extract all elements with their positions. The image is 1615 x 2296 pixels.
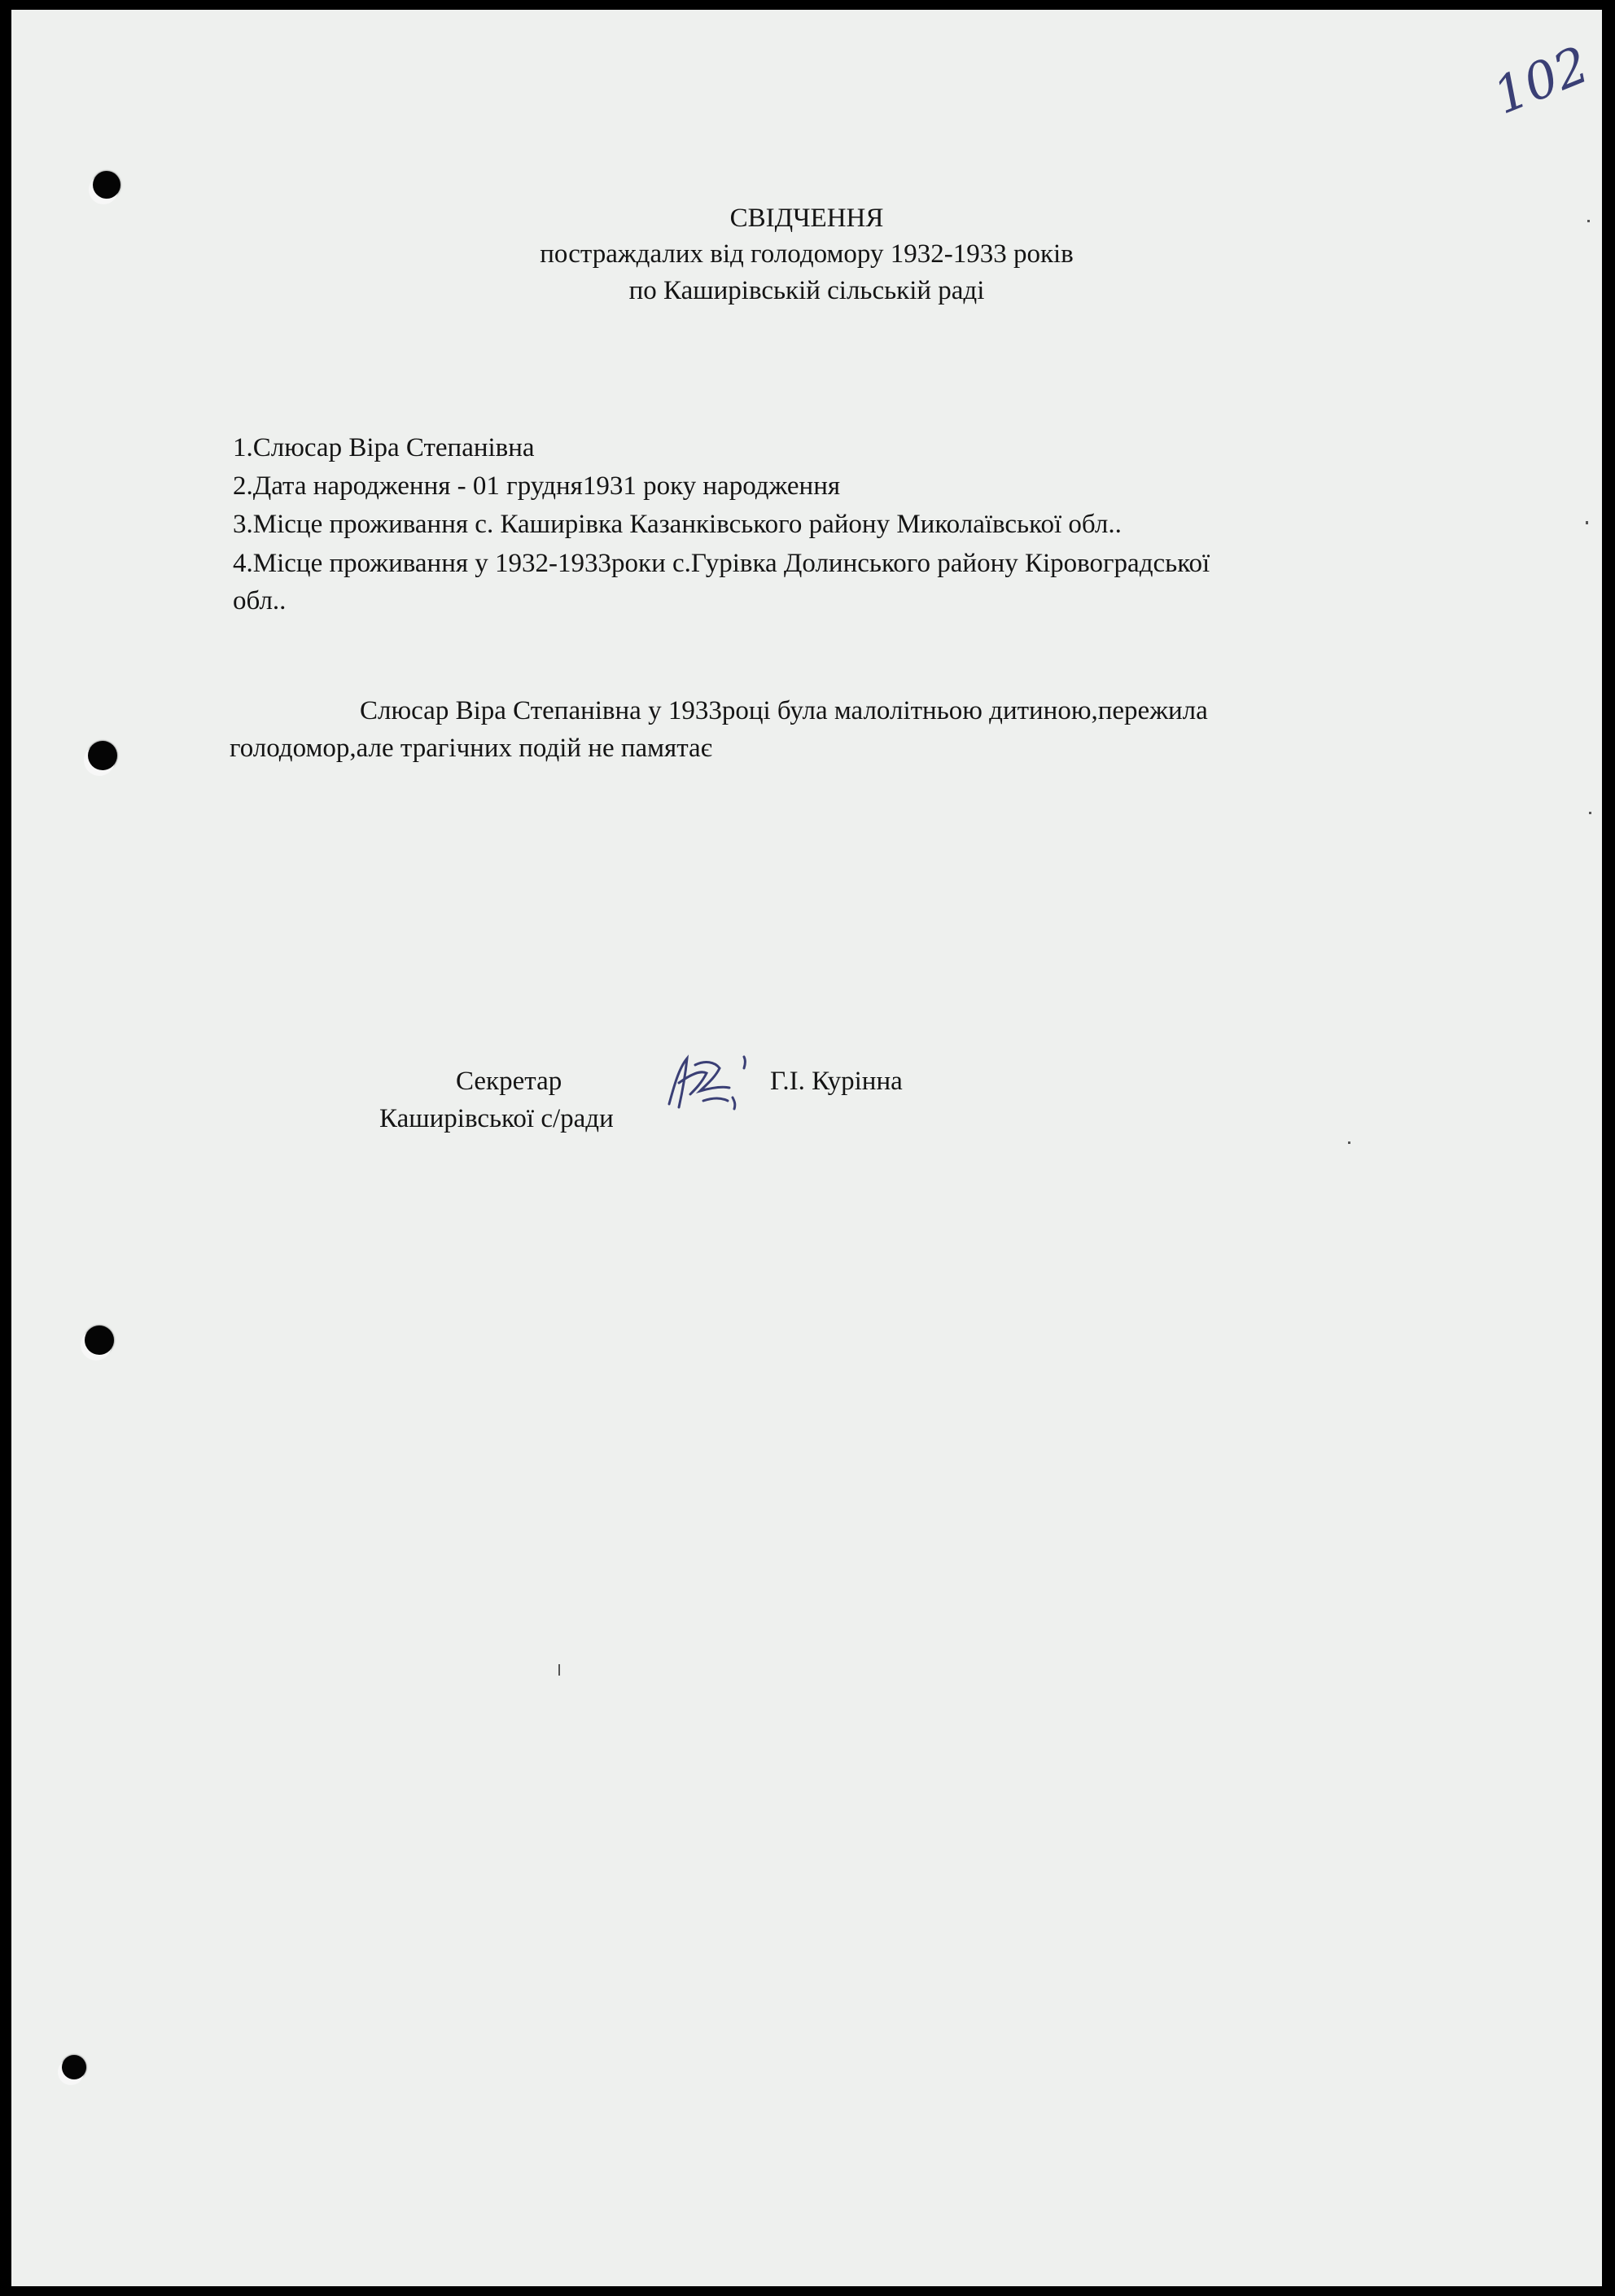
paper-speck — [1348, 1141, 1350, 1144]
signatory-council: Каширівської с/ради — [379, 1104, 614, 1133]
punch-hole-3 — [85, 1325, 114, 1355]
testimony-line: голодомор,але трагічних подій не памятає — [230, 734, 712, 763]
handwritten-page-number: 102 — [1485, 34, 1597, 126]
field-current-residence: 3.Місце проживання с. Каширівка Казанківського району Миколаївської обл.. — [233, 510, 1122, 539]
field-residence-1932-1933: 4.Місце проживання у 1932-1933роки с.Гурівка Долинського району Кіровоградської — [233, 549, 1210, 578]
document-sheet — [11, 10, 1602, 2286]
punch-hole-1 — [93, 171, 120, 199]
field-birth-date: 2.Дата народження - 01 грудня1931 року народження — [233, 471, 841, 501]
punch-hole-4 — [62, 2055, 86, 2079]
punch-hole-2 — [88, 741, 117, 770]
signatory-title: Секретар — [456, 1067, 562, 1096]
handwritten-signature — [654, 1050, 760, 1124]
field-name: 1.Слюсар Віра Степанівна — [233, 433, 535, 462]
paper-speck — [1586, 521, 1588, 524]
field-residence-1932-1933-continued: обл.. — [233, 586, 287, 616]
paper-speck — [558, 1664, 560, 1676]
document-subtitle-council: по Каширівській сільській раді — [628, 276, 985, 305]
paper-speck — [1589, 812, 1591, 814]
signatory-name: Г.І. Курінна — [770, 1067, 903, 1096]
document-title: СВІДЧЕННЯ — [729, 204, 884, 233]
testimony-line: Слюсар Віра Степанівна у 1933році була малолітньою дитиною,пережила — [360, 696, 1208, 725]
document-subtitle: постраждалих від голодомору 1932-1933 років — [540, 239, 1074, 269]
